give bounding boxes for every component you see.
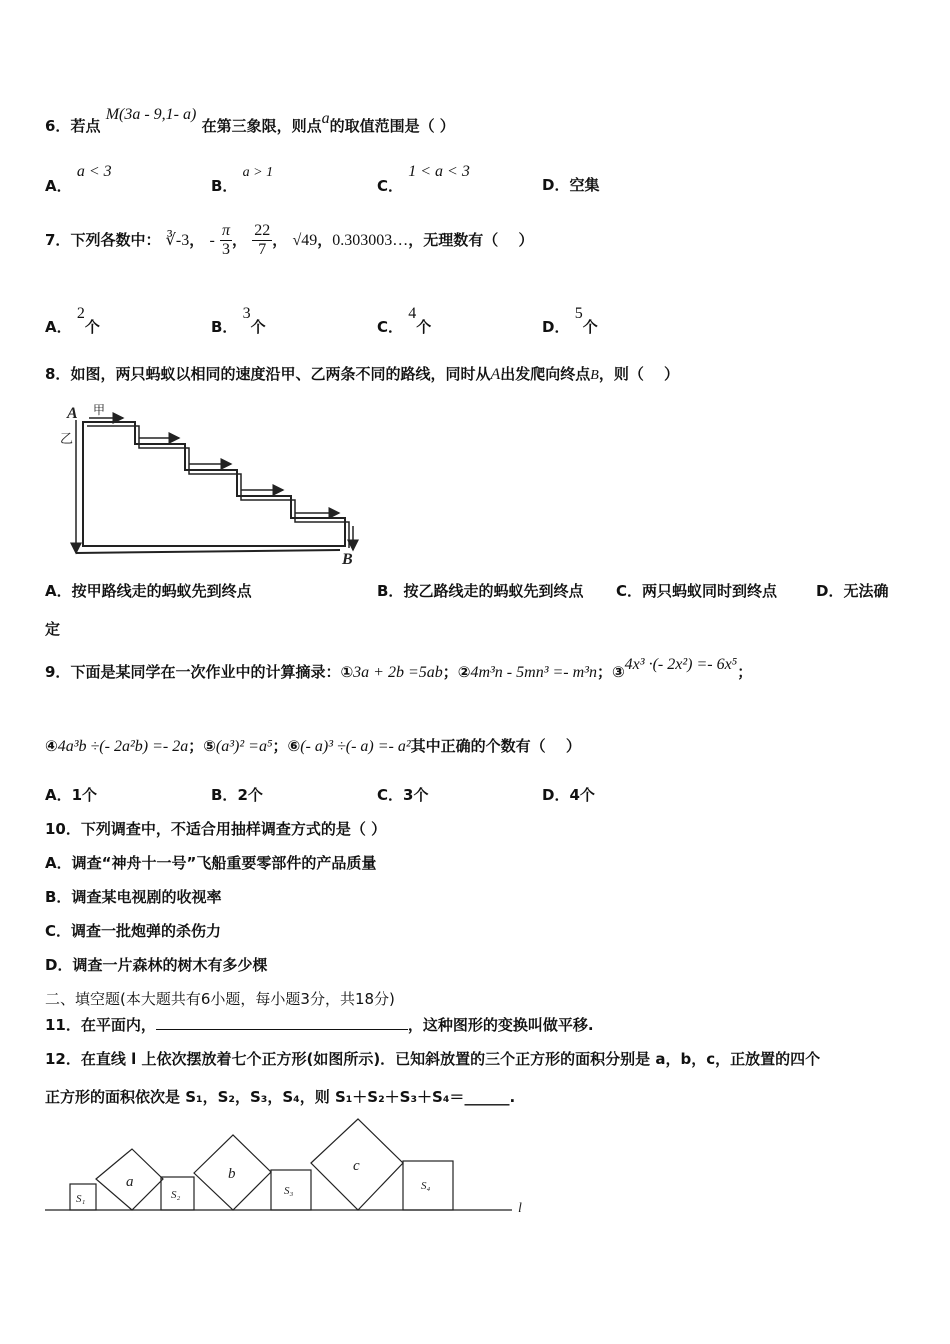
svg-text:S₃: S₃ bbox=[284, 1185, 294, 1197]
svg-text:S₂: S₂ bbox=[171, 1189, 181, 1201]
fig8-label-a: A bbox=[67, 405, 78, 422]
q12-stem-line1: 12．在直线 l 上依次摆放着七个正方形(如图所示)．已知斜放置的三个正方形的面积分别是 a，b，c，正放置的四个 bbox=[45, 1050, 821, 1068]
q7-pi-fraction: $\frac{\pi}{3}$ bbox=[222, 222, 231, 258]
q10-option-c[interactable]: C．调查一批炮弹的杀伤力 bbox=[45, 922, 222, 940]
q8-stem: 8．如图，两只蚂蚁以相同的速度沿甲、乙两条不同的路线，同时从A出发爬向终点B，则（ ） bbox=[45, 365, 680, 383]
q9-option-a[interactable]: A．1个 bbox=[45, 786, 98, 804]
q12-blank[interactable]: ______ bbox=[464, 1088, 510, 1106]
svg-text:S₁: S₁ bbox=[76, 1193, 86, 1205]
q9-option-b[interactable]: B．2个 bbox=[211, 786, 263, 804]
fig8-stair-path bbox=[87, 426, 349, 548]
q8-option-d[interactable]: D．无法确 bbox=[816, 582, 889, 600]
svg-text:b: b bbox=[228, 1166, 236, 1182]
q8-option-a[interactable]: A．按甲路线走的蚂蚁先到终点 bbox=[45, 582, 252, 600]
q7-option-a[interactable]: A． 2个 bbox=[45, 305, 100, 336]
q11-blank[interactable] bbox=[156, 1015, 408, 1030]
q10-stem: 10．下列调查中，不适合用抽样调查方式的是（ ） bbox=[45, 820, 387, 838]
q7-stem: 7．下列各数中： ∛-3， - $\frac{\pi}{3}$ ， $\frac{22}{7}$ ， √49，0.303003…，无理数有（ ） bbox=[45, 222, 534, 258]
q12-squares-figure bbox=[40, 1115, 540, 1225]
q6-option-c[interactable]: C． 1 < a < 3 bbox=[377, 163, 470, 195]
q6-option-d[interactable]: D．空集 bbox=[542, 176, 600, 194]
svg-text:a: a bbox=[126, 1174, 134, 1190]
q6-stem: 6．若点 M(3a - 9,1- a) 在第三象限，则点a的取值范围是（ ） bbox=[45, 106, 455, 135]
fig8-stair-outline bbox=[83, 422, 345, 546]
q9-stem-line1: 9．下面是某同学在一次作业中的计算摘录：①3a + 2b =5ab；②4m³n - 5mn³ =- m³n；③4x³ ·(- 2x²) =- 6x⁵； bbox=[45, 656, 753, 681]
svg-text:S₄: S₄ bbox=[421, 1180, 431, 1192]
svg-text:c: c bbox=[353, 1158, 360, 1174]
fig8-label-b: B bbox=[342, 551, 353, 568]
q10-option-d[interactable]: D．调查一片森林的树木有多少棵 bbox=[45, 956, 268, 974]
q8-option-c[interactable]: C．两只蚂蚁同时到终点 bbox=[616, 582, 778, 600]
fig8-label-jia: 甲 bbox=[93, 403, 106, 417]
q7-option-d[interactable]: D． 5个 bbox=[542, 305, 598, 336]
q7-option-b[interactable]: B． 3个 bbox=[211, 305, 266, 336]
q10-option-b[interactable]: B．调查某电视剧的收视率 bbox=[45, 888, 222, 906]
q8-staircase-figure bbox=[55, 398, 375, 568]
q10-option-a[interactable]: A．调查“神舟十一号”飞船重要零部件的产品质量 bbox=[45, 854, 377, 872]
q6-option-a[interactable]: A． a < 3 bbox=[45, 163, 112, 195]
q8-option-b[interactable]: B．按乙路线走的蚂蚁先到终点 bbox=[377, 582, 584, 600]
q9-option-d[interactable]: D．4个 bbox=[542, 786, 595, 804]
section-2-heading: 二、填空题(本大题共有6小题，每小题3分，共18分) bbox=[45, 990, 395, 1008]
q9-stem-line2: ④4a³b ÷(- 2a²b) =- 2a；⑤(a³)² =a⁵；⑥(- a)³ ÷(- a) =- a²其中正确的个数有（ ） bbox=[45, 737, 581, 755]
fig12-label-l: l bbox=[518, 1201, 522, 1216]
q12-stem-line2: 正方形的面积依次是 S₁，S₂，S₃，S₄，则 S₁＋S₂＋S₃＋S₄＝______. bbox=[45, 1088, 516, 1106]
q11-stem: 11．在平面内， ，这种图形的变换叫做平移. bbox=[45, 1016, 594, 1034]
q7-22-7-fraction: $\frac{22}{7}$ bbox=[254, 222, 271, 258]
q9-option-c[interactable]: C．3个 bbox=[377, 786, 429, 804]
fig8-label-yi: 乙 bbox=[60, 431, 74, 446]
q8-option-d-wrap: 定 bbox=[45, 620, 61, 638]
q7-option-c[interactable]: C． 4个 bbox=[377, 305, 432, 336]
q6-option-b[interactable]: B． a > 1 bbox=[211, 165, 274, 195]
